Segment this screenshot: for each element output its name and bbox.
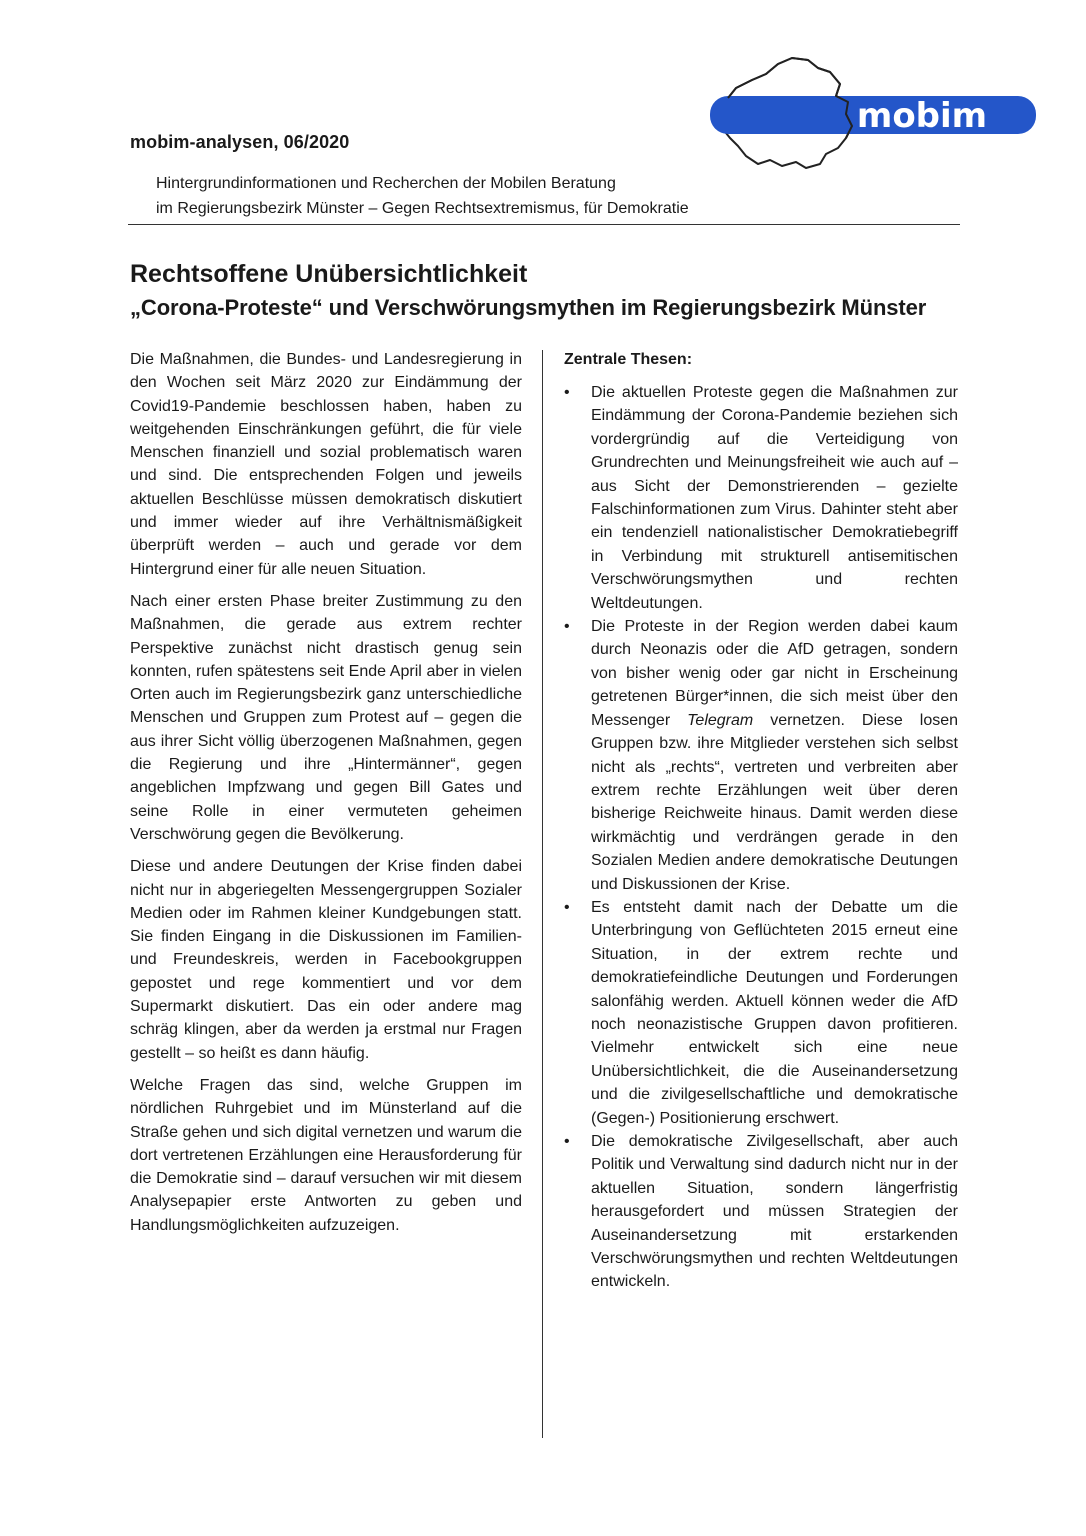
intro-paragraph-2: Nach einer ersten Phase breiter Zustimmung zu den Maßnahmen, die gerade aus extrem rechter Perspektive zunächst nicht drastisch genug sein konnten, rufen spätestens seit Ende April aber in vielen Orten auch im Regierungsbezirk ganz unterschiedliche Menschen und Gruppen zum Protest auf – gegen die aus ihrer Sicht völlig überzogenen Maßnahmen, gegen die Regierung und ihre „Hintermänner“, gegen angeblichen Impfzwang und gegen Bill Gates und seine Rolle in einer vermuteten geheimen Verschwörung gegen die Bevölkerung.: [130, 592, 522, 843]
thesis-item-1: • Die aktuellen Proteste gegen die Maßnahmen zur Eindämmung der Corona-Pandemie beziehen sich vordergründig auf die Verteidigung von Grundrechten und Meinungsfreiheit wie auch auf – aus Sicht der Demonstrierenden – gezielte Falschinformationen zum Virus. Dahinter steht aber ein tendenziell nationalistischer Demokratiebegriff in Verbindung mit strukturell antisemitischen Verschwörungsmythen und rechten Weltdeutungen.: [564, 381, 958, 615]
series-label: mobim-analysen, 06/2020: [130, 132, 350, 152]
thesis-item-3: • Es entsteht damit nach der Debatte um die Unterbringung von Geflüchteten 2015 erneut eine Situation, in der extrem rechte und demokratiefeindliche Deutungen und Forderungen salonfähig werden. Aktuell können weder die AfD noch neonazistische Gruppen davon profitieren. Vielmehr entwickelt sich eine neue Unübersichtlichkeit, die die Auseinandersetzung und die zivilgesellschaftliche und demokratische (Gegen-) Positionierung erschwert.: [564, 896, 958, 1130]
thesis-item-2-part-b: vernetzen. Diese losen Gruppen bzw. ihre Mitglieder verstehen sich selbst nicht als „rechts“, vertreten und verbreiten aber extrem rechte Erzählungen weit über deren bisherige Reichweite hinaus. Damit werden diese wirkmächtig und verdrängen gerade in den Sozialen Medien andere demokratische Deutungen und Diskussionen der Krise.: [591, 711, 959, 893]
theses-column: [564, 348, 958, 1294]
column-divider: [542, 350, 543, 1438]
intro-paragraph-1: Die Maßnahmen, die Bundes- und Landesregierung in den Wochen seit März 2020 zur Eindämmung der Covid19-Pandemie beschlossen haben, haben zu weitgehenden Einschränkungen geführt, die für viele Menschen finanziell und sozial problematisch waren und sind. Die entsprechenden Folgen und jeweils aktuellen Beschlüsse müssen demokratisch diskutiert und immer wieder auf ihre Verhältnismäßigkeit überprüft werden – auch und gerade vor dem Hintergrund einer für alle neuen Situation.: [130, 351, 522, 578]
header-subline-2: im Regierungsbezirk Münster – Gegen Rechtsextremismus, für Demokratie: [156, 200, 689, 217]
header-rule: [128, 224, 960, 225]
article-subtitle: „Corona-Proteste“ und Verschwörungsmythen im Regierungsbezirk Münster: [130, 295, 927, 320]
thesis-item-2-part-a: Die Proteste in der Region werden dabei kaum durch Neonazis oder die AfD getragen, sondern von bisher wenig oder gar nicht in Erscheinung getretenen Bürger*innen, die sich meist über den Messenger: [591, 618, 958, 729]
intro-column: [130, 348, 522, 1246]
intro-paragraph-4: Welche Fragen das sind, welche Gruppen im nördlichen Ruhrgebiet und im Münsterland auf die Straße gehen und sich digital vernetzen und warum die dort vertretenen Erzählungen eine Herausforderung für die Demokratie sind – darauf versuchen wir mit diesem Analysepapier erste Antworten zu geben und Handlungsmöglichkeiten aufzuzeigen.: [130, 1076, 522, 1234]
theses-list: [564, 381, 958, 1294]
thesis-item-4: • Die demokratische Zivilgesellschaft, aber auch Politik und Verwaltung sind dadurch nicht nur in der aktuellen Situation, sondern längerfristig herausgefordert und müssen Strategien der Auseinandersetzung mit erstarkenden Verschwörungsmythen und rechten Weltdeutungen entwickeln.: [564, 1130, 958, 1294]
thesis-item-2: [564, 615, 958, 896]
telegram-term: Telegram: [687, 711, 754, 729]
article-title: Rechtsoffene Unübersichtlichkeit: [130, 260, 528, 288]
header-subline-1: Hintergrundinformationen und Recherchen der Mobilen Beratung: [156, 175, 616, 192]
logo-text: mobim: [856, 96, 988, 136]
theses-heading: Zentrale Thesen:: [564, 351, 693, 368]
intro-paragraph-3: Diese und andere Deutungen der Krise finden dabei nicht nur in abgeriegelten Messengergruppen Sozialer Medien oder im Rahmen kleiner Kundgebungen statt. Sie finden Eingang in die Diskussionen im Familien- und Freundeskreis, werden in Facebookgruppen gepostet und rege kommentiert und vor dem Supermarkt diskutiert. Das ein oder andere mag schräg klingen, aber da werden ja erstmal nur Fragen gestellt – so heißt es dann häufig.: [130, 858, 522, 1062]
mobim-logo: [700, 50, 1040, 180]
